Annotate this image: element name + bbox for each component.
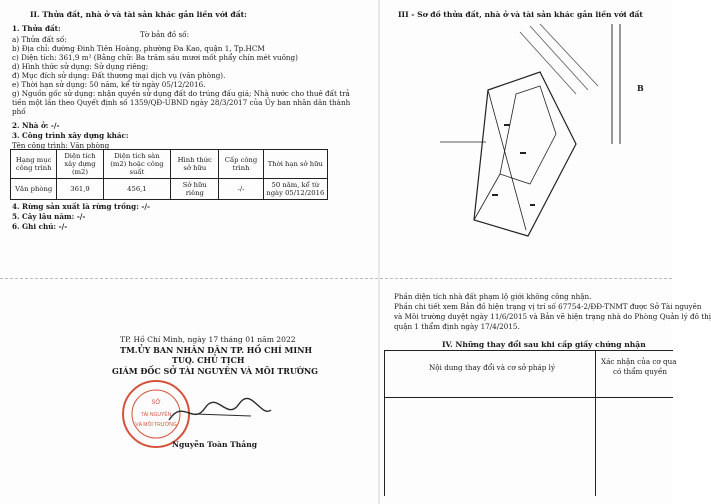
table-cell: 50 năm, kể từ ngày 05/12/2016 [263, 179, 327, 200]
table-header: Thời hạn sở hữu [263, 150, 327, 179]
note-4: quận 1 thẩm định ngày 17/4/2015. [394, 322, 520, 331]
plan-label-b: B [637, 83, 644, 93]
fold-line [0, 278, 378, 279]
note-3: và Môi trường duyệt ngày 11/6/2015 và Bản vẽ hiện trạng nhà do Phòng Quản lý đô thị [394, 312, 711, 321]
item1-label: 1. Thửa đất: [12, 24, 61, 33]
origin-line-2: tiền một lần theo Quyết định số 1359/QĐ-UBND ngày 28/3/2017 của Ủy ban nhân dân thành [12, 98, 351, 107]
signature [165, 392, 275, 432]
table-header: Diện tích sàn (m2) hoặc công suất [103, 150, 171, 179]
table-header-row [11, 150, 328, 179]
origin-line-3: phố [12, 107, 26, 116]
table-header: Cấp công trình [219, 150, 263, 179]
changes-col-confirm-2: có thẩm quyền [613, 367, 668, 376]
use-form: d) Hình thức sử dụng: Sử dụng riêng; [12, 62, 149, 71]
item5-perennial: 5. Cây lâu năm: -/- [12, 212, 86, 221]
signing-org-1: TM.ỦY BAN NHÂN DÂN TP. HỒ CHÍ MINH [120, 345, 312, 355]
item4-forest: 4. Rừng sản xuất là rừng trồng: -/- [12, 202, 150, 211]
signer-name: Nguyễn Toàn Thắng [172, 440, 258, 449]
svg-text:VÀ MÔI TRƯỜNG: VÀ MÔI TRƯỜNG [135, 422, 177, 428]
svg-text:SỞ: SỞ [151, 400, 161, 406]
changes-col-confirm-1: Xác nhận của cơ qua [601, 357, 677, 366]
map-sheet: Tờ bản đồ số: [140, 30, 189, 39]
parcel-number: a) Thửa đất số: [12, 35, 67, 44]
table-cell: 456,1 [103, 179, 171, 200]
area: c) Diện tích: 361,9 m² (Bằng chữ: Ba trăm sáu mươi mốt phẩy chín mét vuông) [12, 53, 298, 62]
section2-title: II. Thửa đất, nhà ở và tài sản khác gắn liền với đất: [30, 10, 247, 19]
changes-table-divider [595, 351, 596, 397]
table-cell: Sở hữu riêng [171, 179, 219, 200]
date-line: TP. Hồ Chí Minh, ngày 17 tháng 01 năm 2022 [120, 335, 296, 344]
changes-table [384, 350, 677, 398]
table-cell: Văn phòng [11, 179, 57, 200]
table-header: Hạng mục công trình [11, 150, 57, 179]
use-term: e) Thời hạn sử dụng: 50 năm, kể từ ngày 05/12/2016. [12, 80, 206, 89]
item2-house: 2. Nhà ở: -/- [12, 121, 60, 130]
table-row [11, 179, 328, 200]
table-cell: 361,9 [57, 179, 103, 200]
signing-org-2: TUQ. CHỦ TỊCH [172, 355, 245, 365]
works-table [10, 149, 328, 200]
origin-line-1: g) Nguồn gốc sử dụng: nhận quyền sử dụng đất do trúng đấu giá; Nhà nước cho thuê đất trả [12, 89, 350, 98]
changes-col-content: Nội dung thay đổi và cơ sở pháp lý [429, 363, 556, 372]
use-purpose: đ) Mục đích sử dụng: Đất thương mại dịch vụ (văn phòng). [12, 71, 226, 80]
parcel-plan-diagram [380, 24, 672, 254]
fold-line-right [380, 278, 672, 279]
changes-table-body [384, 396, 673, 496]
item3-other-works: 3. Công trình xây dựng khác: [12, 131, 129, 140]
section4-title: IV. Những thay đổi sau khi cấp giấy chứng nhận [442, 340, 646, 349]
address: b) Địa chỉ: đường Đinh Tiên Hoàng, phường Đa Kao, quận 1, Tp.HCM [12, 44, 265, 53]
table-header: Hình thức sở hữu [171, 150, 219, 179]
work-name: Tên công trình: Văn phòng [12, 141, 110, 150]
svg-text:TÀI NGUYÊN: TÀI NGUYÊN [140, 412, 172, 418]
table-header: Diện tích xây dựng (m2) [57, 150, 103, 179]
signing-org-3: GIÁM ĐỐC SỞ TÀI NGUYÊN VÀ MÔI TRƯỜNG [112, 366, 318, 376]
note-1: Phần diện tích nhà đất phạm lộ giới không công nhận. [394, 292, 592, 301]
section3-title: III - Sơ đồ thửa đất, nhà ở và tài sản khác gắn liền với đất [398, 10, 643, 19]
note-2: Phần chi tiết xem Bản đồ hiện trạng vị trí số 67754-2/ĐĐ-TNMT được Sở Tài nguyên [394, 302, 702, 311]
right-page [380, 0, 711, 504]
changes-body-divider [595, 396, 596, 496]
item6-notes: 6. Ghi chú: -/- [12, 222, 68, 231]
table-cell: -/- [219, 179, 263, 200]
